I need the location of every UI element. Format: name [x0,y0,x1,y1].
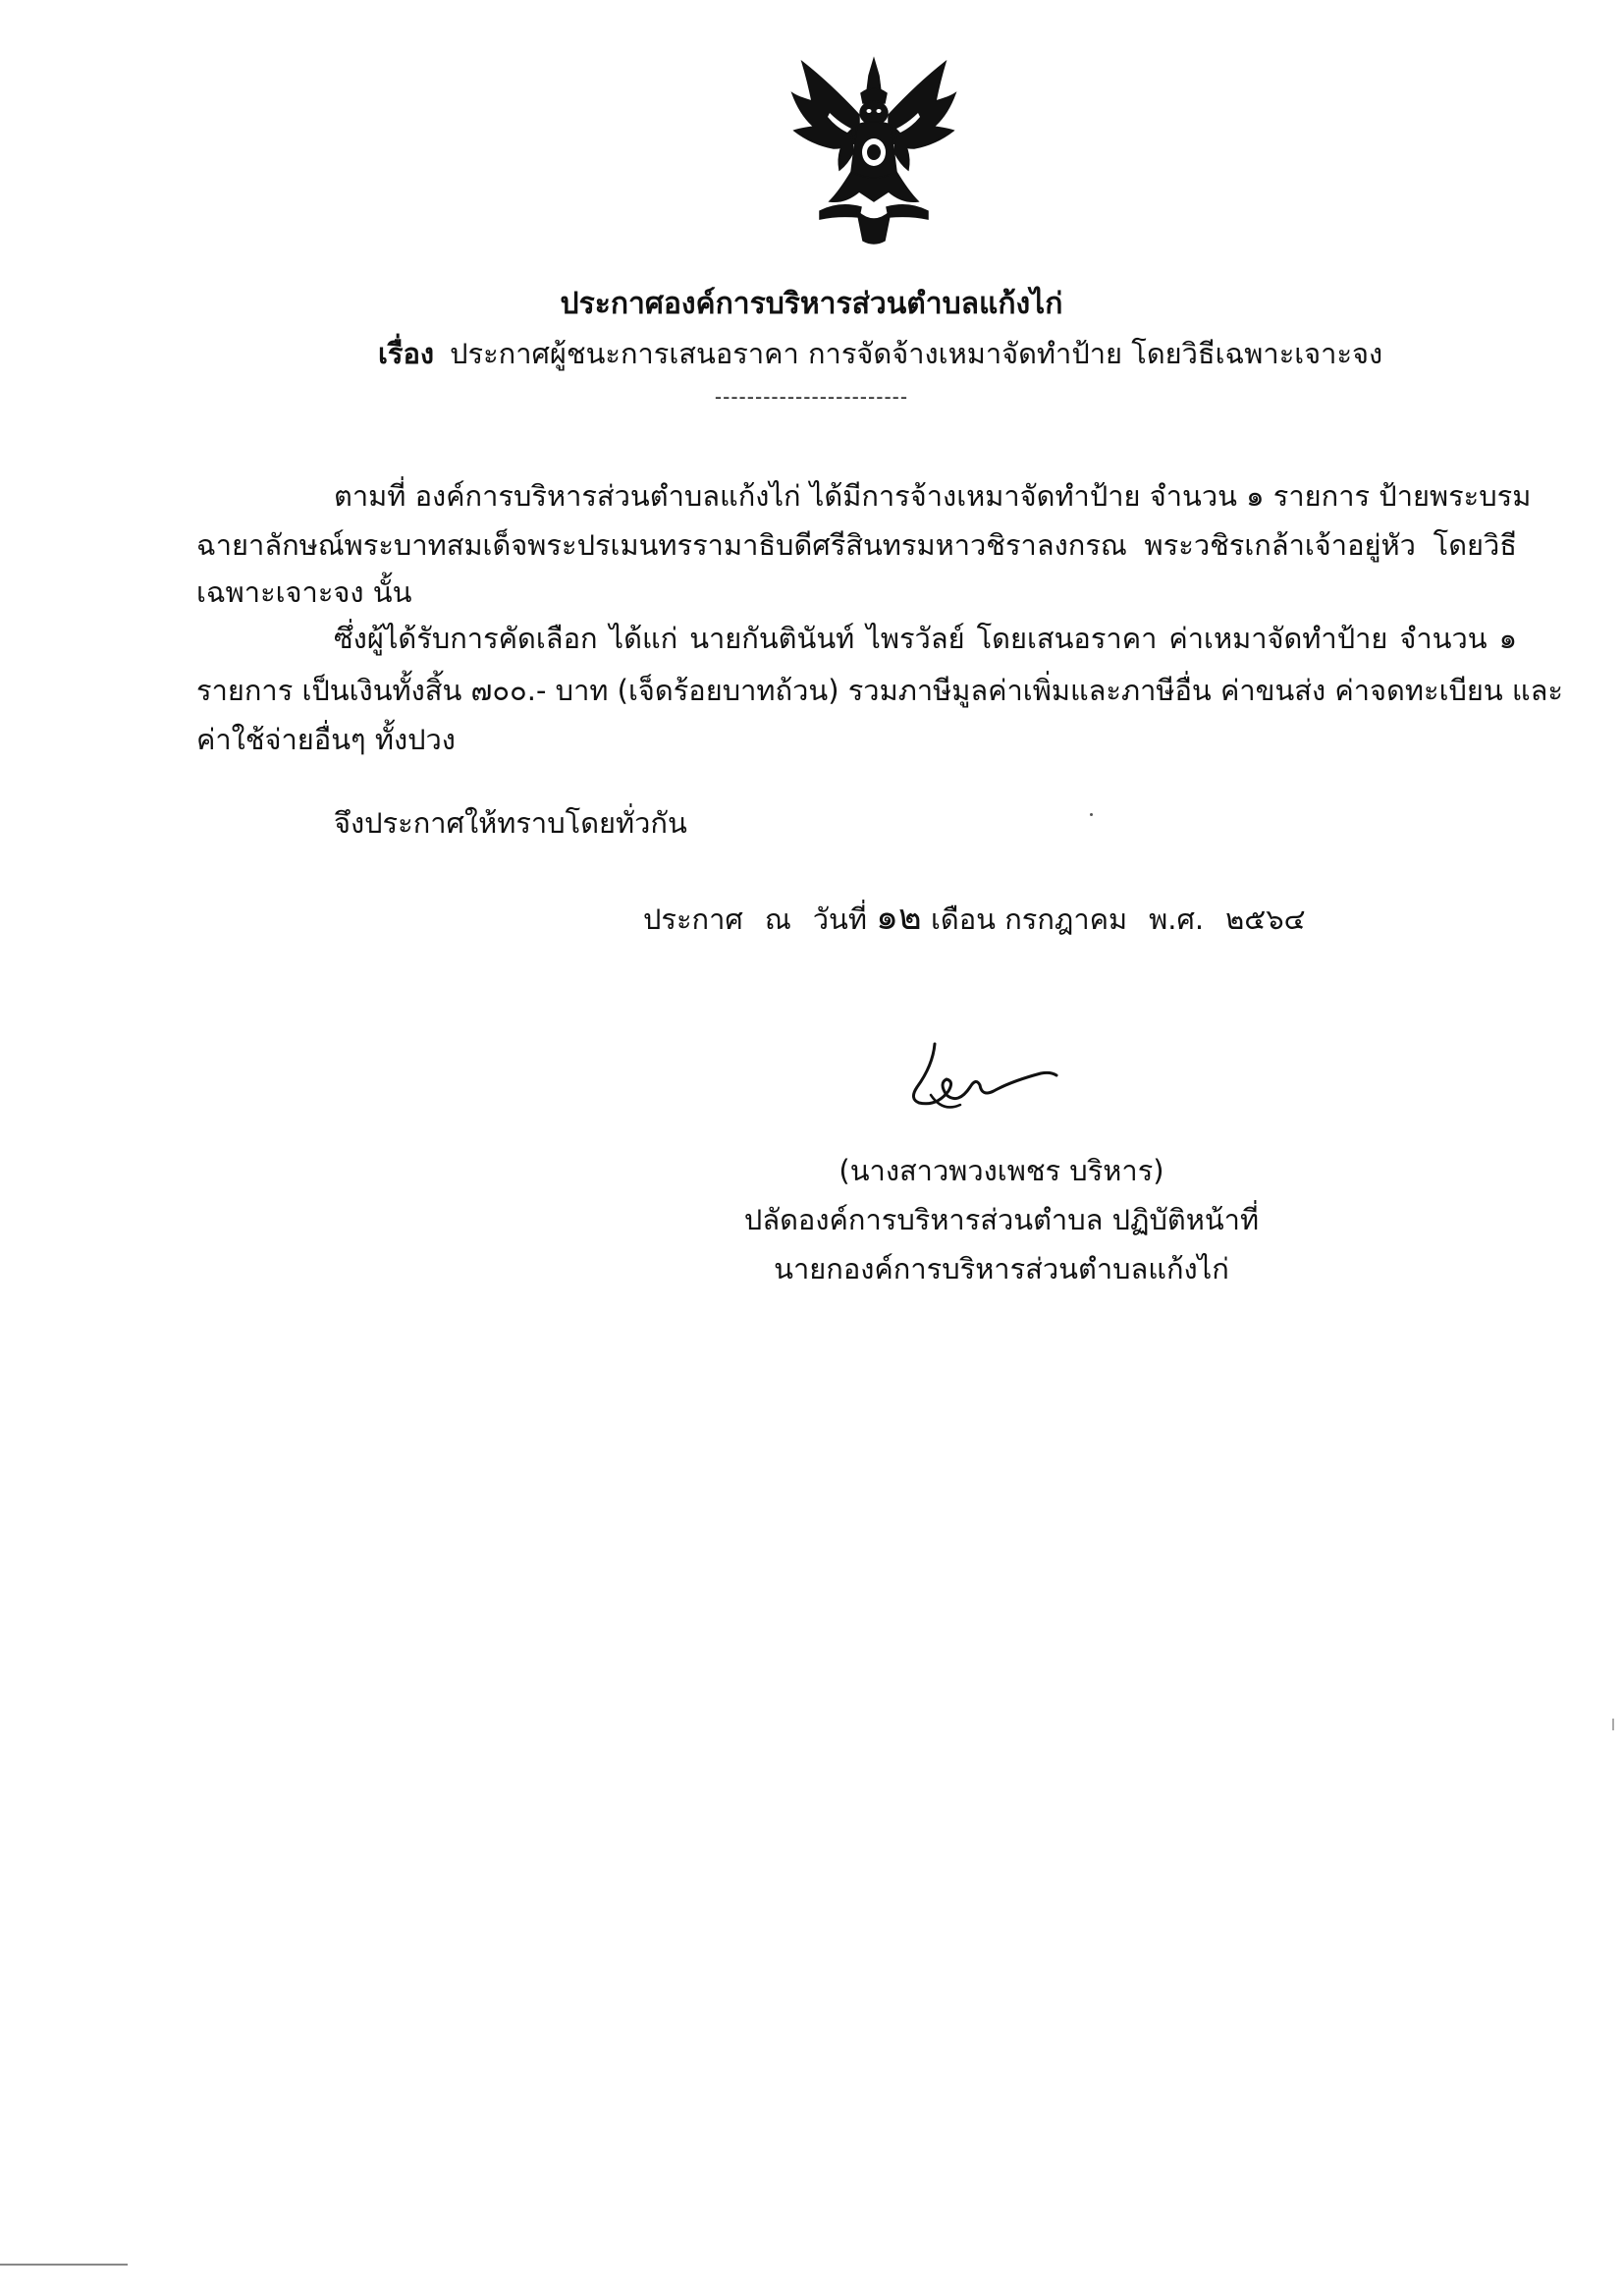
signer-position-1: ปลัดองค์การบริหารส่วนตำบล ปฏิบัติหน้าที่ [743,1203,1260,1236]
date-month: กรกฎาคม [1004,902,1128,936]
separator: ------------------------ [714,385,909,409]
subject-line [378,334,1382,373]
date-year-label: พ.ศ. [1149,902,1205,936]
date-month-label: เดือน [930,902,996,936]
subject-text: ประกาศผู้ชนะการเสนอราคา การจัดจ้างเหมาจัดทำป้าย โดยวิธีเฉพาะเจาะจง [450,337,1383,370]
signer-block [727,1151,1276,1308]
paragraph-1-line-2: ฉายาลักษณ์พระบาทสมเด็จพระปรเมนทรรามาธิบดีศรีสินทรมหาวชิราลงกรณ พระวชิรเกล้าเจ้าอยู่หัว โดยวิธี [196,528,1517,562]
paragraph-1-line-3: เฉพาะเจาะจง นั้น [196,575,412,609]
date-at: ณ [764,902,791,936]
paragraph-2-line-1: ซึ่งผู้ได้รับการคัดเลือก ได้แก่ นายกันตินันท์ ไพรวัลย์ โดยเสนอราคา ค่าเหมาจัดทำป้าย จำนวน ๑ [334,622,1517,655]
date-prefix: ประกาศ [643,902,743,936]
document-title: ประกาศองค์การบริหารส่วนตำบลแก้งไก่ [560,287,1063,321]
paragraph-2-line-2: รายการ เป็นเงินทั้งสิ้น ๗๐๐.- บาท (เจ็ดร้อยบาทถ้วน) รวมภาษีมูลค่าเพิ่มและภาษีอื่น ค่าขนส่ง ค่าจดทะเบียน และ [196,674,1563,707]
announcement-date [643,899,1306,939]
closing-statement: จึงประกาศให้ทราบโดยทั่วกัน [334,806,687,840]
subject-label: เรื่อง [378,337,435,370]
date-day-label: วันที่ [812,902,867,936]
handwritten-signature [903,1026,1070,1124]
signer-name: (นางสาวพวงเพชร บริหาร) [839,1154,1164,1187]
date-day: ๑๒ [876,898,922,938]
paragraph-1-line-1: ตามที่ องค์การบริหารส่วนตำบลแก้งไก่ ได้มีการจ้างเหมาจัดทำป้าย จำนวน ๑ รายการ ป้ายพระบรม [334,479,1532,513]
signer-position-2: นายกองค์การบริหารส่วนตำบลแก้งไก่ [774,1252,1229,1285]
scan-speck [1612,1719,1614,1730]
date-year: ๒๕๖๔ [1225,902,1306,936]
scan-edge-line [0,2264,128,2266]
scan-speck [1090,813,1093,816]
garuda-emblem-icon [790,54,957,250]
paragraph-2-line-3: ค่าใช้จ่ายอื่นๆ ทั้งปวง [196,723,456,756]
